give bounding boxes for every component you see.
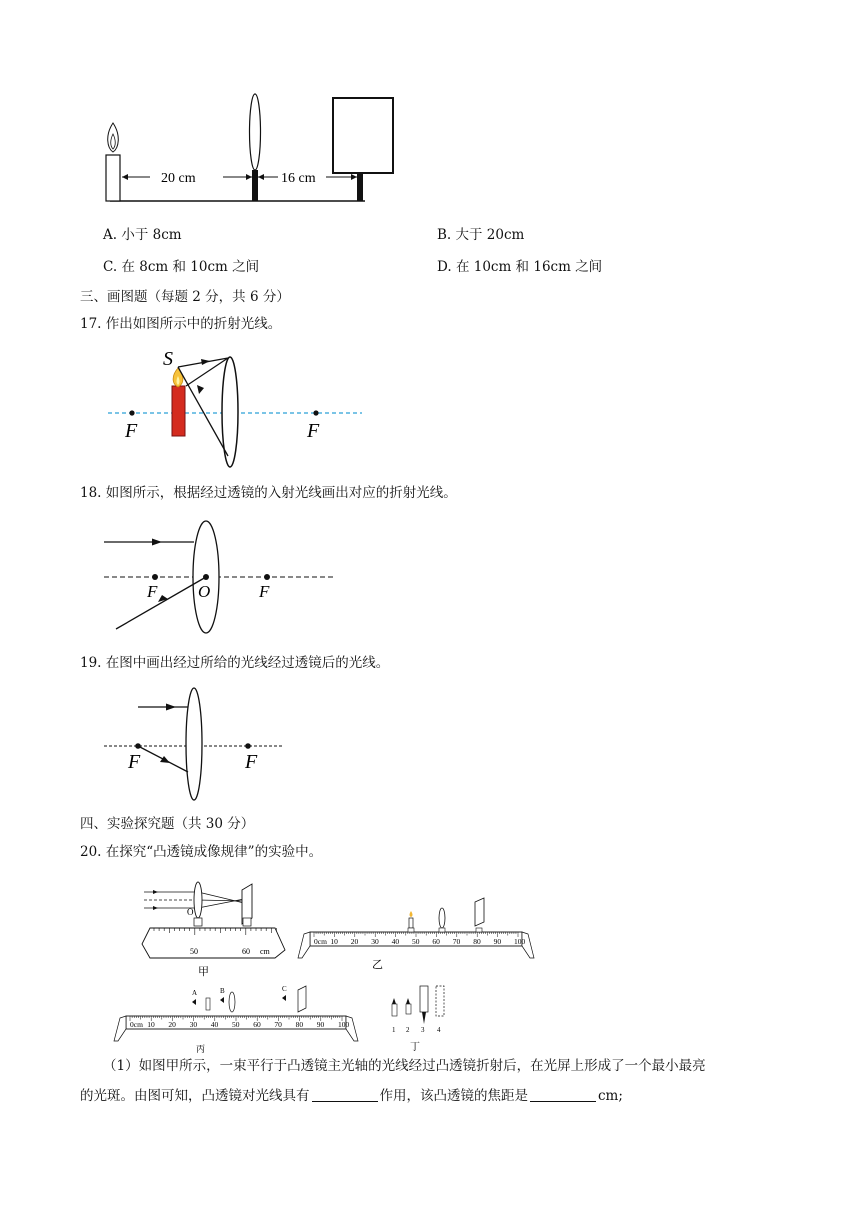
lens bbox=[186, 688, 202, 800]
ruler-label: 0cm bbox=[314, 937, 327, 946]
ruler-label: 90 bbox=[493, 937, 502, 946]
option-letter: C. bbox=[103, 259, 118, 275]
q20-sub1-line1: （1）如图甲所示，一束平行于凸透镜主光轴的光线经过凸透镜折射后，在光屏上形成了一个最小最亮 bbox=[103, 1058, 706, 1074]
q16-figure bbox=[95, 90, 405, 210]
point-c: C bbox=[282, 985, 287, 993]
section-3-title: 三、画图题（每题 2 分，共 6 分） bbox=[80, 289, 290, 305]
ruler-label: 50 bbox=[412, 937, 420, 946]
ding-num-4: 4 bbox=[437, 1026, 441, 1034]
q20-figure bbox=[110, 880, 550, 1054]
option-text: 小于 8cm bbox=[121, 227, 182, 243]
ruler-label: 40 bbox=[210, 1020, 219, 1029]
ruler-label: 80 bbox=[473, 937, 481, 946]
ruler-label: 100 bbox=[514, 937, 526, 946]
q17-figure bbox=[100, 340, 370, 470]
label-f-left: F bbox=[147, 582, 158, 601]
option-c bbox=[103, 258, 259, 276]
jia-tick-60: 60 bbox=[242, 947, 250, 956]
candle bbox=[172, 386, 185, 436]
jia-tick-50: 50 bbox=[190, 947, 198, 956]
label-s: S bbox=[163, 348, 173, 370]
ruler-label: 60 bbox=[432, 937, 440, 946]
answer-blank-effect[interactable] bbox=[312, 1087, 378, 1102]
option-text: 大于 20cm bbox=[455, 227, 525, 243]
ruler-label: 60 bbox=[253, 1020, 261, 1029]
ding-num-2: 2 bbox=[406, 1026, 410, 1034]
candle-flame bbox=[108, 123, 119, 152]
q20-text: 20. 在探究“凸透镜成像规律”的实验中。 bbox=[80, 844, 323, 860]
dist-left-label: 20 cm bbox=[161, 171, 196, 186]
q19-text: 19. 在图中画出经过所给的光线经过透镜后的光线。 bbox=[80, 655, 390, 671]
ruler-label: 70 bbox=[452, 937, 461, 946]
option-letter: A. bbox=[103, 227, 118, 243]
label-f-right: F bbox=[307, 420, 320, 442]
panel-jia bbox=[142, 882, 285, 978]
panel-label-ding: 丁 bbox=[410, 1042, 420, 1053]
candle bbox=[106, 155, 120, 201]
jia-tick-cm: cm bbox=[260, 947, 270, 956]
ruler-label: 50 bbox=[232, 1020, 240, 1029]
option-b bbox=[437, 226, 524, 244]
point-b: B bbox=[220, 987, 225, 995]
ruler-label: 100 bbox=[338, 1020, 350, 1029]
q17-text: 17. 作出如图所示中的折射光线。 bbox=[80, 316, 282, 332]
ruler-label: 40 bbox=[391, 937, 400, 946]
sub1-part-c: cm; bbox=[598, 1088, 623, 1104]
ruler-label: 10 bbox=[330, 937, 338, 946]
label-f-left: F bbox=[128, 751, 141, 773]
label-o: O bbox=[198, 582, 211, 601]
label-f-right: F bbox=[259, 582, 270, 601]
ding-num-1: 1 bbox=[392, 1026, 396, 1034]
option-letter: D. bbox=[437, 259, 452, 275]
panel-label-bing: 丙 bbox=[196, 1044, 206, 1054]
panel-yi bbox=[298, 898, 534, 971]
label-o: O bbox=[187, 907, 194, 917]
q20-sub1-line2 bbox=[80, 1087, 623, 1105]
q18-figure bbox=[100, 515, 345, 640]
sub1-part-a: 的光斑。由图可知，凸透镜对光线具有 bbox=[80, 1088, 310, 1104]
ruler-label: 10 bbox=[147, 1020, 155, 1029]
panel-ding bbox=[392, 986, 444, 1053]
option-letter: B. bbox=[437, 227, 452, 243]
panel-label-yi: 乙 bbox=[372, 959, 383, 971]
ruler-label: 80 bbox=[295, 1020, 304, 1029]
ruler-label: 70 bbox=[274, 1020, 282, 1029]
ruler-label: 20 bbox=[350, 937, 359, 946]
section-4-title: 四、实验探究题（共 30 分） bbox=[80, 816, 255, 832]
option-d bbox=[437, 258, 602, 276]
ruler-label: 20 bbox=[168, 1020, 176, 1029]
ruler-label: 30 bbox=[189, 1020, 198, 1029]
answer-blank-focal[interactable] bbox=[530, 1087, 596, 1102]
sub1-part-b: 作用，该凸透镜的焦距是 bbox=[379, 1088, 528, 1104]
panel-bing bbox=[114, 985, 358, 1054]
ruler-label: 0cm bbox=[130, 1020, 143, 1029]
ruler-label: 30 bbox=[371, 937, 379, 946]
q19-figure bbox=[100, 682, 290, 782]
screen bbox=[333, 98, 393, 173]
label-f-right: F bbox=[245, 751, 258, 773]
q18-text: 18. 如图所示，根据经过透镜的入射光线画出对应的折射光线。 bbox=[80, 485, 457, 501]
lens bbox=[250, 94, 261, 170]
option-text: 在 8cm 和 10cm 之间 bbox=[121, 259, 260, 275]
panel-label-jia: 甲 bbox=[198, 966, 209, 978]
ding-num-3: 3 bbox=[421, 1026, 425, 1034]
label-f-left: F bbox=[125, 420, 138, 442]
point-a: A bbox=[192, 989, 198, 997]
ruler-label: 90 bbox=[316, 1020, 325, 1029]
option-text: 在 10cm 和 16cm 之间 bbox=[455, 259, 603, 275]
dist-right-label: 16 cm bbox=[281, 171, 316, 186]
option-a bbox=[103, 226, 182, 244]
